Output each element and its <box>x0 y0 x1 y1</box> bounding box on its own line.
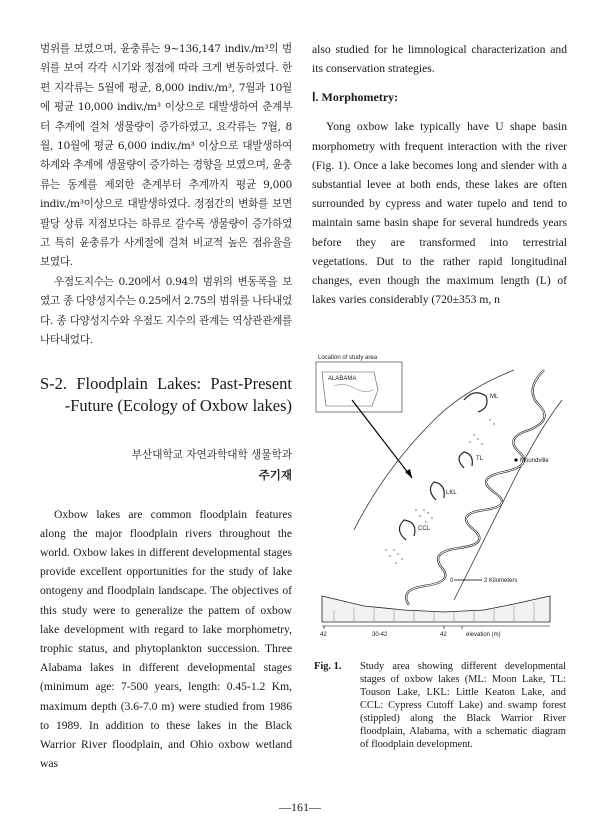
river-inner <box>406 370 544 605</box>
figure-caption <box>314 660 566 751</box>
korean-paragraph-2: 우점도지수는 0.20에서 0.94의 범위의 변동폭을 보였고 종 다양성지수는 0.25에서 2.75의 범위를 나타내었다. 종 다양성지수와 우점도 지수의 관계는 역상관관계를 나타내었다. <box>40 275 292 347</box>
floodplain-cross-section <box>322 596 550 622</box>
section-title <box>40 373 292 417</box>
elev-tick-3: 42 <box>440 632 447 638</box>
label-ml: ML <box>490 394 499 400</box>
korean-paragraph-1: 범위를 보였으며, 윤충류는 9~136,147 indiv./m³의 범위를 보여 각각 시기와 정점에 따라 크게 변동하였다. 한편 지각류는 5월에 평균, 8,000 indiv./m³, 7월과 10월에 평균 10,000 indiv./m³ 이상으로 대발생하여 춘계부터 추계에 걸쳐 생물량이 증가하였고, 요각류는 7월, 8월, 10월에 평균 6,000 indiv./m³ 이상으로 대발생하여 하계와 추계에 생물량이 증가하는 경향을 보였으며, 윤충류는 동계를 제외한 춘계부터 추계까지 평균 9,000 indiv./m³이상으로 대발생하였다. 정점간의 변화를 보면 팔당 상류 지점보다는 하류로 갈수록 생물량이 증가하였고 특히 윤충류가 사계절에 걸쳐 비교적 높은 점유율을 보였다. <box>40 43 292 269</box>
scale-label: 2 Kilometers <box>484 578 518 584</box>
lake-ccl-shape <box>399 520 414 540</box>
state-label: ALABAMA <box>328 376 357 382</box>
label-moundville: Moundville <box>520 458 549 464</box>
label-ccl: CCL <box>418 526 431 532</box>
map-title: Location of study area <box>318 355 378 361</box>
section-title-line-1: S-2. Floodplain Lakes: Past-Present <box>40 373 292 393</box>
lake-lkl-shape <box>430 482 444 500</box>
english-paragraph: Oxbow lakes are common floodplain features along the major floodplain rivers throughout the world. Oxbow lakes in different developmental stages provide excellent opportunities for the study of lake ontogeny and floodplain landscape. The objectives of this study were to generalize the pattem of oxbow lake development with regard to lake morphometry, trophic status, and phytoplankton succession. Three Alabama lakes in different developmental stages (minimum age: 7-500 years, length: 0.45-1.2 Km, maximum depth (3.6-7.0 m) were studied from 1986 to 1989. In addition to these lakes in the Black Warrior River floodplain, and Ohio oxbow wetland was <box>40 507 292 771</box>
caption-label: Fig. 1. <box>314 661 342 672</box>
elev-tick-2: 30-42 <box>372 632 388 638</box>
author-affiliation: 부산대학교 자연과학대학 생물학과 <box>131 448 292 461</box>
author-name: 주기재 <box>258 467 292 482</box>
morphometry-heading: Ⅰ. Morphometry: <box>312 90 399 105</box>
inset-box <box>316 362 402 412</box>
elevation-label: elevation (m) <box>466 632 501 638</box>
elev-tick-1: 42 <box>320 632 327 638</box>
moundville-marker <box>514 458 517 461</box>
left-column <box>40 40 292 773</box>
label-tl: TL <box>476 456 484 462</box>
right-paragraph-1: also studied for he limnological characterization and its conservation strategies. <box>312 43 567 76</box>
label-lkl: LKL <box>446 490 457 496</box>
caption-text: Study area showing different developmental stages of oxbow lakes (ML: Moon Lake, TL: Touson Lake, LKL: Little Keaton Lake, and CCL: Cypress Cutoff Lake) and swamp forest (stippled) along the Black Warrior River floodplain, Alabama, with a schematic diagram of floodplain development. <box>360 661 566 750</box>
right-column <box>312 40 567 309</box>
section-title-line-2: -Future (Ecology of Oxbow lakes) <box>64 395 292 415</box>
inset-river <box>334 384 374 391</box>
figure-1-map <box>314 355 566 650</box>
floodplain-boundary-east <box>454 400 562 600</box>
lake-tl-shape <box>459 452 472 468</box>
page-number: —161— <box>279 800 321 814</box>
right-paragraph-2: Yong oxbow lake typically have U shape basin morphometry with frequent interaction with the river (Fig. 1). Once a lake becomes long and slender with a substantial levee at both ends, these lakes are often surrounded by cypress and water tupelo and tend to maintain same basin shape for several hundreds years before they are transformed into terrestrial vegetations. Dut to the rather rapid longitudinal changes, even though the maximum length (L) of lakes varies considerably (720±353 m, n <box>312 120 567 307</box>
black-warrior-river <box>406 370 544 605</box>
lake-ml-shape <box>464 393 487 412</box>
scale-zero: 0 <box>450 578 454 584</box>
